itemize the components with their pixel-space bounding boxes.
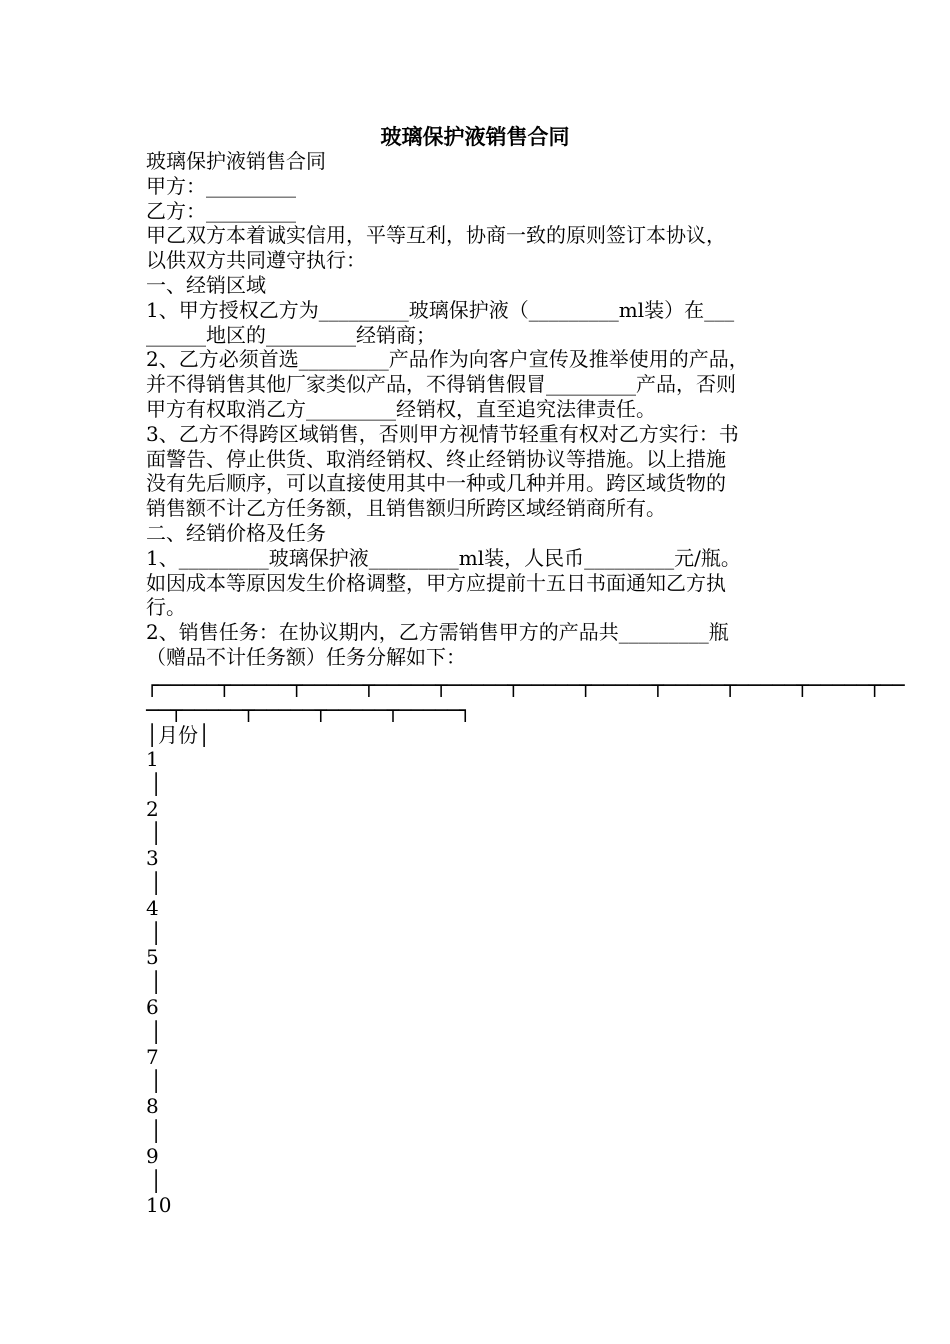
month-number: 8 — [146, 1094, 159, 1119]
text-line: 面警告、停止供货、取消经销权、终止经销协议等措施。以上措施 — [146, 446, 726, 471]
text-line: 3、乙方不得跨区域销售，否则甲方视情节轻重有权对乙方实行：书 — [146, 421, 739, 446]
text-line: 2、销售任务：在协议期内，乙方需销售甲方的产品共_________瓶 — [146, 620, 729, 645]
document-title: 玻璃保护液销售合同 — [380, 124, 570, 149]
month-number: 5 — [146, 945, 159, 970]
text-line: （赠品不计任务额）任务分解如下： — [146, 644, 466, 669]
row-separator: │ — [150, 1019, 163, 1044]
month-number: 9 — [146, 1143, 159, 1168]
text-line: 2、乙方必须首选_________产品作为向客户宣传及推举使用的产品， — [146, 347, 749, 372]
text-line: 甲方：_________ — [146, 173, 296, 198]
text-line: 1、甲方授权乙方为_________玻璃保护液（_________ml装）在___ — [146, 297, 735, 322]
text-line: 玻璃保护液销售合同 — [146, 149, 326, 173]
text-line: 以供双方共同遵守执行： — [146, 248, 366, 273]
text-line: ______地区的_________经销商； — [146, 322, 436, 347]
text-line: 1、_________玻璃保护液_________ml装，人民币_________元/瓶。 — [146, 545, 741, 570]
row-separator: │ — [150, 970, 163, 995]
month-number: 1 — [146, 747, 159, 771]
text-line: 销售额不计乙方任务额，且销售额归所跨区域经销商所有。 — [146, 496, 666, 521]
row-separator: │ — [150, 1118, 163, 1143]
row-separator: │ — [150, 1168, 163, 1193]
month-number: 2 — [146, 796, 159, 821]
text-line: 没有先后顺序，可以直接使用其中一种或几种并用。跨区域货物的 — [146, 471, 726, 496]
month-number: 3 — [146, 846, 159, 871]
month-list — [146, 747, 171, 1218]
text-line: 如因成本等原因发生价格调整，甲方应提前十五日书面通知乙方执 — [146, 570, 726, 595]
text-line: 行。 — [146, 595, 186, 620]
text-line: 并不得销售其他厂家类似产品，不得销售假冒_________产品，否则 — [146, 372, 736, 397]
row-separator: │ — [150, 870, 163, 895]
table-top-border: ┌─────┬─────┬─────┬─────┬─────┬─────┬─────┬─────┬─────┬─────┬── — [146, 673, 905, 697]
table-top-border-continued: ──┬─────┬─────┬─────┬─────┐ — [146, 697, 472, 722]
text-line: 乙方：_________ — [146, 198, 296, 223]
text-line: 甲方有权取消乙方_________经销权，直至追究法律责任。 — [146, 396, 656, 421]
table-header-month: │月份│ — [146, 722, 211, 747]
month-number: 6 — [146, 994, 159, 1019]
contract-body — [146, 149, 806, 670]
row-separator: │ — [150, 920, 163, 945]
section-heading: 一、经销区域 — [146, 272, 266, 297]
month-number: 4 — [146, 895, 159, 920]
month-number: 10 — [146, 1193, 172, 1218]
task-table-border — [146, 673, 905, 747]
text-line: 甲乙双方本着诚实信用，平等互利，协商一致的原则签订本协议， — [146, 223, 726, 248]
row-separator: │ — [150, 771, 163, 796]
row-separator: │ — [150, 821, 163, 846]
month-number: 7 — [146, 1044, 159, 1069]
row-separator: │ — [150, 1069, 163, 1094]
section-heading: 二、经销价格及任务 — [146, 520, 326, 545]
